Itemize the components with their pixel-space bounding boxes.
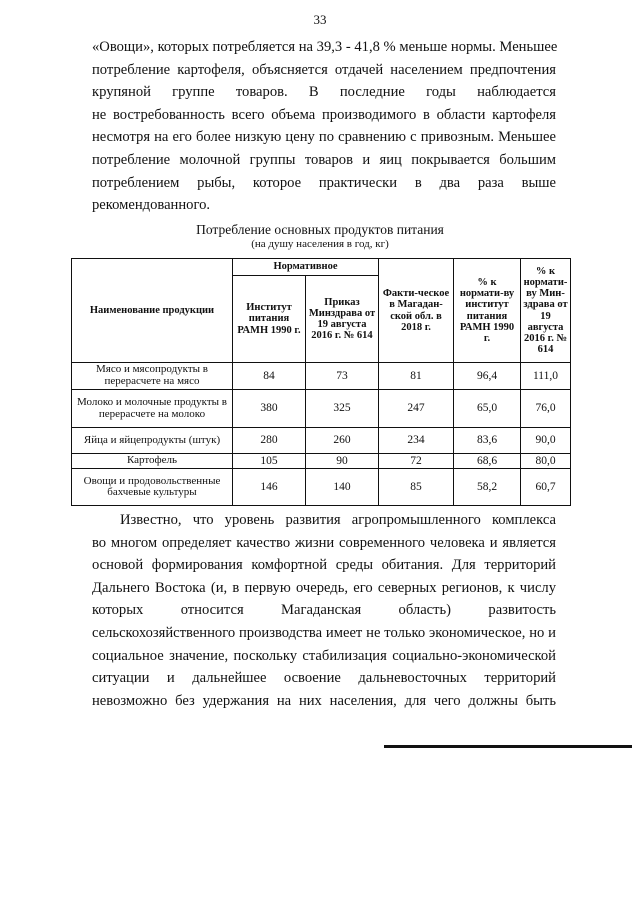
table-row [72,363,571,390]
text-line: которых относится Магаданская область) развитость [92,602,556,619]
cell-institute: 146 [233,469,306,506]
cell-pct-order: 76,0 [521,390,571,428]
text-line: социальное значение, поскольку стабилизация социально-экономической [92,647,556,664]
text-line: основой формирования комфортной среды обитания. Для территорий [92,557,556,574]
text-line: «Овощи», которых потребляется на 39,3 - 41,8 % меньше нормы. Меньшее [92,39,558,55]
cell-pct-order: 80,0 [521,454,571,469]
table-row [72,428,571,454]
text-line: Известно, что уровень развития агропромышленного комплекса [120,512,556,528]
text-line: во многом определяет качество жизни современного человека и является [92,534,556,551]
cell-pct-order: 111,0 [521,363,571,390]
cell-pct-order: 90,0 [521,428,571,454]
header-pct-order: % к нормати-ву Мин-здрава от 19 августа 2016 г. № 614 [521,259,571,363]
header-actual: Факти-ческое в Магадан-ской обл. в 2018 г. [379,259,454,363]
divider-line [384,745,632,748]
text-line: Дальнего Востока (и, в первую очередь, его северных регионов, к числу [92,579,556,596]
cell-name: Овощи и продовольственные бахчевые культуры [72,469,233,506]
cell-institute: 105 [233,454,306,469]
table-title: Потребление основных продуктов питания [196,222,444,237]
cell-actual: 72 [379,454,454,469]
cell-pct-institute: 65,0 [454,390,521,428]
cell-actual: 81 [379,363,454,390]
text-line: невозможно без удержания на них населения, для чего должны быть [92,692,556,709]
text-line: крупяной группе товаров. В последние годы наблюдается [92,84,556,101]
header-institute: Институт питания РАМН 1990 г. [233,276,306,363]
paragraph-agro [92,509,556,712]
text-line: сельскохозяйственного производства имеет не только экономическое, но и [92,624,556,641]
cell-order: 325 [306,390,379,428]
cell-order: 260 [306,428,379,454]
cell-actual: 247 [379,390,454,428]
header-name: Наименование продукции [72,259,233,363]
header-normative: Нормативное [233,259,379,276]
cell-pct-institute: 68,6 [454,454,521,469]
cell-institute: 280 [233,428,306,454]
cell-name: Молоко и молочные продукты в перерасчете на молоко [72,390,233,428]
paragraph-intro [92,36,556,217]
cell-name: Яйца и яйцепродукты (штук) [72,428,233,454]
cell-institute: 380 [233,390,306,428]
cell-pct-institute: 96,4 [454,363,521,390]
cell-order: 73 [306,363,379,390]
cell-order: 90 [306,454,379,469]
text-line: несмотря на его более низкую цену по сравнению с привозным. Меньшее [92,129,556,146]
text-line: ситуации и дальнейшее освоение дальневосточных территорий [92,670,556,687]
cell-order: 140 [306,469,379,506]
cell-actual: 85 [379,469,454,506]
table-row [72,454,571,469]
cell-actual: 234 [379,428,454,454]
header-order: Приказ Минздрава от 19 августа 2016 г. № 614 [306,276,379,363]
text-line: потреблением рыбы, которое практически в два раза выше [92,174,556,191]
header-pct-institute: % к нормати-ву институт питания РАМН 1990 г. [454,259,521,363]
page-number: 33 [313,12,327,27]
text-line: не востребованность всего объема производимого в области картофеля [92,106,556,123]
table-row [72,469,571,506]
text-line: потребление молочной группы товаров и яиц покрывается большим [92,151,556,168]
cell-institute: 84 [233,363,306,390]
cell-pct-institute: 83,6 [454,428,521,454]
consumption-table [71,258,571,506]
cell-pct-institute: 58,2 [454,469,521,506]
table-row [72,390,571,428]
text-line: рекомендованного. [92,197,211,214]
table-subtitle: (на душу населения в год, кг) [251,238,389,250]
text-line: потребление картофеля, объясняется отдачей населением предпочтения [92,61,556,78]
cell-pct-order: 60,7 [521,469,571,506]
table-header-row [72,259,571,276]
cell-name: Картофель [72,454,233,469]
cell-name: Мясо и мясопродукты в перерасчете на мясо [72,363,233,390]
